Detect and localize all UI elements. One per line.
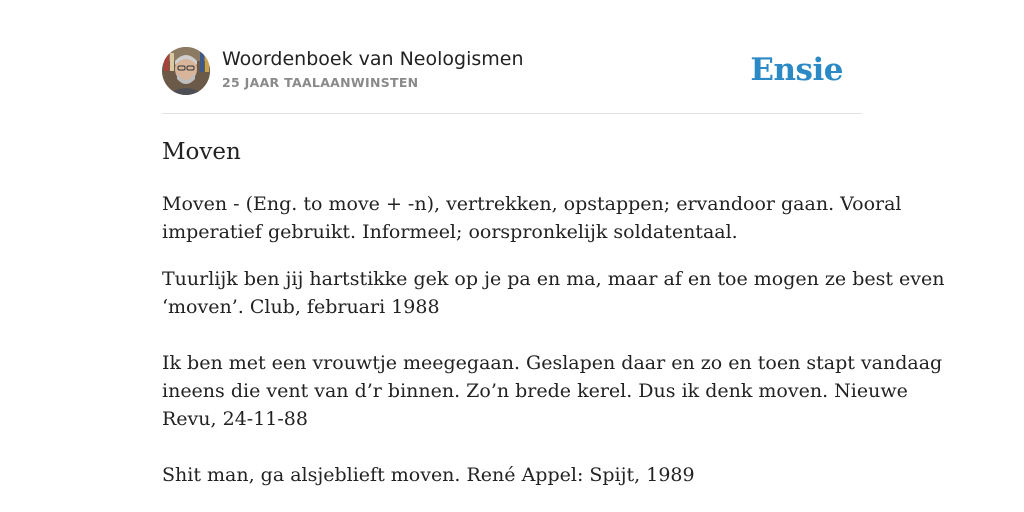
header-divider <box>162 113 862 114</box>
definition-line: Moven - (Eng. to move + -n), vertrekken, opstappen; ervandoor gaan. Vooral <box>162 193 902 215</box>
quote-paragraph-3 <box>162 461 862 489</box>
quote-line: ‘moven’. Club, februari 1988 <box>162 296 440 318</box>
definition-paragraph <box>162 190 902 246</box>
definition-line: imperatief gebruikt. Informeel; oorspronkelijk soldatentaal. <box>162 221 738 243</box>
publication-subtitle: 25 JAAR TAALAANWINSTEN <box>222 75 419 90</box>
quote-line: Revu, 24-11-88 <box>162 408 308 430</box>
publication-name[interactable]: Woordenboek van Neologismen <box>222 48 524 70</box>
quote-line: ineens die vent van d’r binnen. Zo’n brede kerel. Dus ik denk moven. Nieuwe <box>162 380 908 402</box>
avatar[interactable] <box>162 47 210 95</box>
quote-line: Shit man, ga alsjeblieft moven. René Appel: Spijt, 1989 <box>162 464 695 486</box>
entry-title: Moven <box>162 139 241 165</box>
header <box>162 47 862 95</box>
quote-line: Ik ben met een vrouwtje meegegaan. Geslapen daar en zo en toen stapt vandaag <box>162 352 943 374</box>
ensie-logo[interactable]: Ensie <box>750 52 843 88</box>
quote-paragraph-1 <box>162 265 945 321</box>
quote-line: Tuurlijk ben jij hartstikke gek op je pa en ma, maar af en toe mogen ze best even <box>162 268 945 290</box>
author-portrait-icon <box>162 47 210 95</box>
quote-paragraph-2 <box>162 349 943 433</box>
